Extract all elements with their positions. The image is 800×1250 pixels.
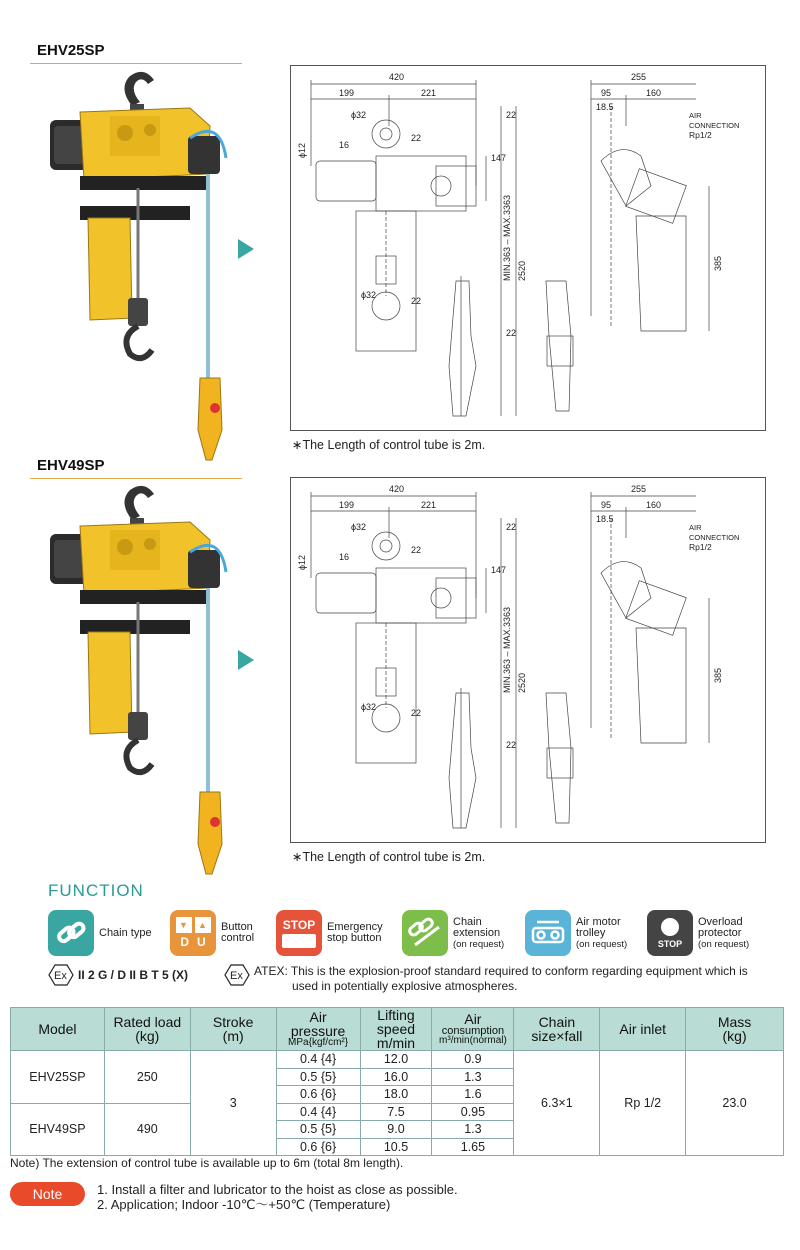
dim-160: 160 [646,500,662,510]
function-sub-label: (on request) [698,938,750,950]
header-mass: Mass (kg) [686,1008,784,1051]
dim-385: 385 [713,255,723,271]
trolley-icon [525,910,571,956]
cell-consumption: 1.3 [432,1068,514,1086]
cell-air-inlet: Rp 1/2 [600,1051,686,1156]
stop-glyph: STOP [282,918,316,932]
air-label-2: CONNECTION [689,533,740,542]
cell-chain: 6.3×1 [514,1051,600,1156]
dim-160: 160 [646,88,662,98]
function-sub-label: (on request) [576,938,628,950]
dim-2520: 2520 [517,260,527,281]
atex-code: II 2 G / D II B T 5 (X) [78,968,189,982]
cell-rated-load: 490 [104,1103,190,1156]
table-header-row [11,1008,784,1051]
dim-385: 385 [713,667,723,683]
function-label: protector [698,926,742,939]
cell-speed: 7.5 [360,1103,432,1121]
header-model: Model [11,1008,105,1051]
up-glyph: U [197,935,206,949]
overload-protector-icon [647,910,693,956]
note-badge: Note [10,1182,85,1206]
function-sub-label: (on request) [453,938,505,950]
dim-phi32-bottom: ϕ32 [361,702,377,712]
air-label-3: Rp1/2 [689,542,712,552]
dim-147: 147 [491,565,507,575]
drawing-svg [291,66,765,430]
cell-speed: 16.0 [360,1068,432,1086]
cell-speed: 12.0 [360,1051,432,1069]
function-label: Chain type [99,926,152,939]
cell-pressure: 0.4 {4} [276,1051,360,1069]
dim-199: 199 [339,88,355,98]
note-line-1: 1. Install a filter and lubricator to the hoist as close as possible. [97,1182,458,1197]
header-chain-size: Chain size×fall [514,1008,600,1051]
function-chain-extension [402,910,504,956]
cell-consumption: 0.95 [432,1103,514,1121]
function-label: Overload [698,915,743,928]
note-line-2: 2. Application; Indoor -10℃〜+50℃ (Temperature) [97,1197,391,1212]
dim-255: 255 [631,72,647,82]
air-label-1: AIR [689,111,702,120]
control-tube-note: ∗The Length of control tube is 2m. [292,438,486,452]
heading-rule [30,478,242,479]
dim-22-right: 22 [506,522,517,532]
function-air-motor-trolley [525,910,627,956]
down-glyph: D [180,935,189,949]
function-label: extension [453,926,501,939]
header-air-inlet: Air inlet [600,1008,686,1051]
cell-consumption: 0.9 [432,1051,514,1069]
cell-pressure: 0.6 {6} [276,1086,360,1104]
table-row [11,1051,784,1069]
cell-stroke: 3 [190,1051,276,1156]
dim-22-lower: 22 [506,740,517,750]
dim-22-top: 22 [411,545,422,555]
cell-consumption: 1.65 [432,1138,514,1156]
chain-extension-icon [402,910,448,956]
cell-speed: 9.0 [360,1121,432,1139]
cell-consumption: 1.3 [432,1121,514,1139]
function-label: Chain [453,915,482,928]
model-heading-ehv49sp: EHV49SP [37,457,105,474]
function-emergency-stop [276,910,383,956]
pointer-arrow [238,239,254,259]
function-label: Button [221,921,253,933]
hoist-photo [40,482,240,877]
ex-hexagon-icon [224,964,250,986]
function-title: FUNCTION [48,881,144,900]
dim-18-5: 18.5 [596,102,614,112]
dim-22-bottom: 22 [411,708,422,718]
cell-pressure: 0.5 {5} [276,1068,360,1086]
dim-221: 221 [421,88,437,98]
header-rated-load: Rated load (kg) [104,1008,190,1051]
atex-description-line1: ATEX: This is the explosion-proof standard required to conform regarding equipment which is [254,964,748,978]
dim-147: 147 [491,153,507,163]
header-air-consumption: Air consumption m³/min(normal) [432,1008,514,1051]
ex-hexagon-icon [48,964,74,986]
function-label: Air motor [576,915,621,928]
table-footnote: Note) The extension of control tube is available up to 6m (total 8m length). [10,1156,404,1170]
air-label-2: CONNECTION [689,121,740,130]
pointer-arrow [238,650,254,670]
cell-pressure: 0.5 {5} [276,1121,360,1139]
function-label: stop button [327,932,382,944]
dim-18-5: 18.5 [596,514,614,524]
dim-16: 16 [339,552,350,562]
dim-min-max: MIN.363 – MAX.3363 [502,194,512,281]
cell-model: EHV25SP [11,1051,105,1104]
air-label-3: Rp1/2 [689,130,712,140]
button-control-icon: ▼ ▲ D U [170,910,216,956]
dim-phi12: ϕ12 [297,554,307,570]
dimension-drawing [290,477,766,843]
dim-95: 95 [601,500,612,510]
header-air-pressure: Air pressure MPa{kgf/cm²} [276,1008,360,1051]
atex-description-line2: used in potentially explosive atmospheres. [292,979,518,993]
cell-mass: 23.0 [686,1051,784,1156]
dim-22-right: 22 [506,110,517,120]
cell-model: EHV49SP [11,1103,105,1156]
hoist-photo [40,68,240,463]
dim-95: 95 [601,88,612,98]
dim-phi12: ϕ12 [297,142,307,158]
heading-rule [30,63,242,64]
dim-221: 221 [421,500,437,510]
cell-speed: 10.5 [360,1138,432,1156]
dim-255: 255 [631,484,647,494]
dim-22-top: 22 [411,133,422,143]
air-label-1: AIR [689,523,702,532]
ex-symbol: Ex [54,970,67,982]
note-text [97,1182,458,1212]
cell-speed: 18.0 [360,1086,432,1104]
function-chain-type [48,910,152,956]
emergency-stop-icon [276,910,322,956]
cell-pressure: 0.6 {6} [276,1138,360,1156]
function-label: control [221,932,255,944]
dim-420: 420 [389,484,405,494]
dim-22-lower: 22 [506,328,517,338]
model-heading-ehv25sp: EHV25SP [37,42,105,59]
cell-consumption: 1.6 [432,1086,514,1104]
ex-symbol: Ex [230,970,243,982]
dim-min-max: MIN.363 – MAX.3363 [502,606,512,693]
function-button-control [170,910,254,956]
dim-22-bottom: 22 [411,296,422,306]
dim-199: 199 [339,500,355,510]
function-label: trolley [576,926,606,939]
function-label: Emergency [327,921,383,933]
dim-2520: 2520 [517,672,527,693]
header-lifting-speed: Lifting speed m/min [360,1008,432,1051]
dim-16: 16 [339,140,350,150]
control-tube-note: ∗The Length of control tube is 2m. [292,850,486,864]
dim-phi32-top: ϕ32 [351,110,367,120]
spec-table [10,1007,784,1156]
drawing-svg [291,478,765,842]
header-stroke: Stroke (m) [190,1008,276,1051]
cell-pressure: 0.4 {4} [276,1103,360,1121]
dimension-drawing [290,65,766,431]
cell-rated-load: 250 [104,1051,190,1104]
chain-icon [48,910,94,956]
dim-420: 420 [389,72,405,82]
stop-glyph: STOP [657,938,683,949]
function-overload-protector [647,910,749,956]
dim-phi32-bottom: ϕ32 [361,290,377,300]
dim-phi32-top: ϕ32 [351,522,367,532]
